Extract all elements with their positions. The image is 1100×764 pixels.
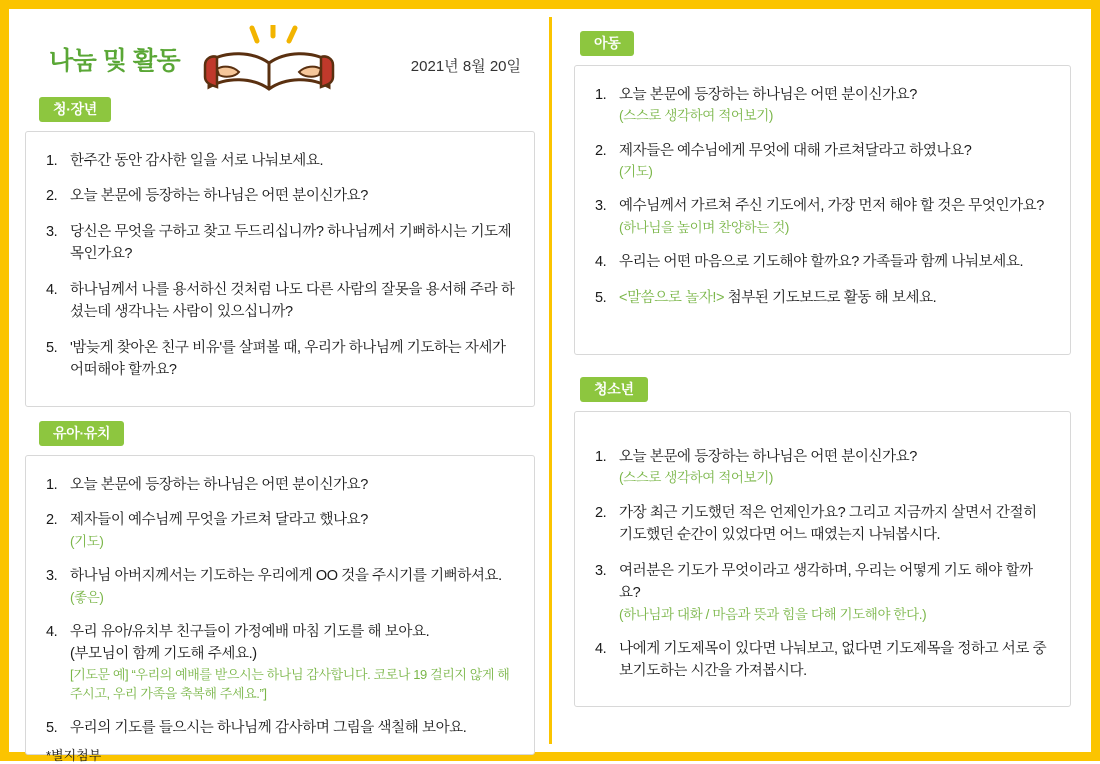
open-book-illustration bbox=[197, 25, 342, 97]
list-item: 오늘 본문에 등장하는 하나님은 어떤 분이신가요? (스스로 생각하여 적어보기) bbox=[595, 84, 1052, 127]
list-item: 하나님께서 나를 용서하신 것처럼 나도 다른 사람의 잘못을 용서해 주라 하셨는데 생각나는 사람이 있으십니까? bbox=[70, 281, 515, 321]
section-tag-youth: 청소년 bbox=[580, 377, 648, 402]
list-item: <말씀으로 놀자!> 첨부된 기도보드로 활동 해 보세요. bbox=[619, 289, 937, 306]
section-tag-children: 아동 bbox=[580, 31, 634, 56]
list-item: 당신은 무엇을 구하고 찾고 두드리십니까? 하나님께서 기뻐하시는 기도제목인가요? bbox=[70, 223, 512, 263]
section-tag-preschool-wrap bbox=[39, 421, 535, 446]
section-tag-young-adult-wrap bbox=[39, 97, 535, 122]
section-tag-young-adult: 청·장년 bbox=[39, 97, 111, 122]
young-adult-question-list bbox=[46, 150, 516, 382]
list-item: 하나님 아버지께서는 기도하는 우리에게 OO 것을 주시기를 기뻐하셔요. (좋은) bbox=[46, 565, 516, 608]
children-question-box bbox=[574, 65, 1071, 355]
list-item-subtext: (스스로 생각하여 적어보기) bbox=[619, 470, 773, 486]
list-item: 우리의 기도를 들으시는 하나님께 감사하며 그림을 색칠해 보아요. bbox=[70, 719, 467, 736]
list-item: 여러분은 기도가 무엇이라고 생각하며, 우리는 어떻게 기도 해야 할까요? (하나님과 대화 / 마음과 뜻과 힘을 다해 기도해야 한다.) bbox=[595, 560, 1052, 625]
list-item-subtext: (기도) bbox=[70, 533, 104, 549]
list-item: 제자들이 예수님께 무엇을 가르쳐 달라고 했나요? (기도) bbox=[46, 509, 516, 552]
list-item: 한주간 동안 감사한 일을 서로 나눠보세요. bbox=[70, 153, 324, 169]
list-item-parent-note: (부모님이 함께 기도해 주세요.) bbox=[70, 646, 257, 663]
children-question-list bbox=[595, 84, 1052, 309]
page-columns bbox=[9, 9, 1091, 763]
activity-link-label: <말씀으로 놀자!> bbox=[619, 289, 725, 306]
section-tag-children-wrap bbox=[580, 31, 1071, 56]
list-item-prayer-example: [기도문 예] “우리의 예배를 받으시는 하나님 감사합니다. 코로나 19 걸리지 않게 해 주시고, 우리 가족을 축복해 주세요.”] bbox=[70, 666, 510, 701]
list-item: 오늘 본문에 등장하는 하나님은 어떤 분이신가요? (스스로 생각하여 적어보기) bbox=[595, 446, 1052, 489]
list-item: 오늘 본문에 등장하는 하나님은 어떤 분이신가요? bbox=[70, 188, 368, 205]
section-tag-preschool: 유아·유치 bbox=[39, 421, 124, 446]
list-item-subtext: (기도) bbox=[619, 164, 653, 180]
youth-question-box bbox=[574, 411, 1071, 707]
preschool-footnote: *별지첨부 bbox=[46, 748, 102, 763]
section-tag-youth-wrap bbox=[580, 377, 1071, 402]
list-item: 오늘 본문에 등장하는 하나님은 어떤 분이신가요? bbox=[70, 477, 368, 493]
list-item: '밤늦게 찾아온 친구 비유'를 살펴볼 때, 우리가 하나님께 기도하는 자세가 어떠해야 할까요? bbox=[70, 339, 506, 379]
page-title: 나눔 및 활동 bbox=[49, 47, 181, 75]
youth-question-list bbox=[595, 446, 1052, 683]
list-item-subtext: (스스로 생각하여 적어보기) bbox=[619, 108, 773, 124]
list-item-subtext: (좋은) bbox=[70, 589, 104, 605]
list-item: 우리는 어떤 마음으로 기도해야 할까요? 가족들과 함께 나눠보세요. bbox=[619, 254, 1024, 271]
list-item: 우리 유아/유치부 친구들이 가정예배 마침 기도를 해 보아요. (부모님이 함께 기도해 주세요.) [기도문 예] “우리의 예배를 받으시는 하나님 감사합니다. 코로나 19 걸리지 않게 해 주시고, 우리 가족을 축복해 주세요.”] bbox=[46, 621, 516, 704]
list-item: 가장 최근 기도했던 적은 언제인가요? 그리고 지금까지 살면서 간절히 기도했던 순간이 있었다면 어느 때였는지 나눠봅시다. bbox=[619, 504, 1037, 544]
list-item: 제자들은 예수님에게 무엇에 대해 가르쳐달라고 하였나요? (기도) bbox=[595, 140, 1052, 183]
left-column bbox=[9, 9, 549, 763]
right-column bbox=[552, 9, 1091, 752]
document-date: 2021년 8월 20일 bbox=[410, 58, 521, 75]
document-header bbox=[25, 23, 535, 97]
young-adult-question-box bbox=[25, 131, 535, 407]
list-item: 예수님께서 가르쳐 주신 기도에서, 가장 먼저 해야 할 것은 무엇인가요? (하나님을 높이며 찬양하는 것) bbox=[595, 195, 1052, 238]
list-item-subtext: (하나님을 높이며 찬양하는 것) bbox=[619, 219, 789, 235]
preschool-question-list bbox=[46, 474, 516, 739]
preschool-question-box bbox=[25, 455, 535, 763]
list-item: 나에게 기도제목이 있다면 나눠보고, 없다면 기도제목을 정하고 서로 중보기도하는 시간을 가져봅시다. bbox=[619, 640, 1047, 680]
list-item-subtext: (하나님과 대화 / 마음과 뜻과 힘을 다해 기도해야 한다.) bbox=[619, 606, 927, 622]
